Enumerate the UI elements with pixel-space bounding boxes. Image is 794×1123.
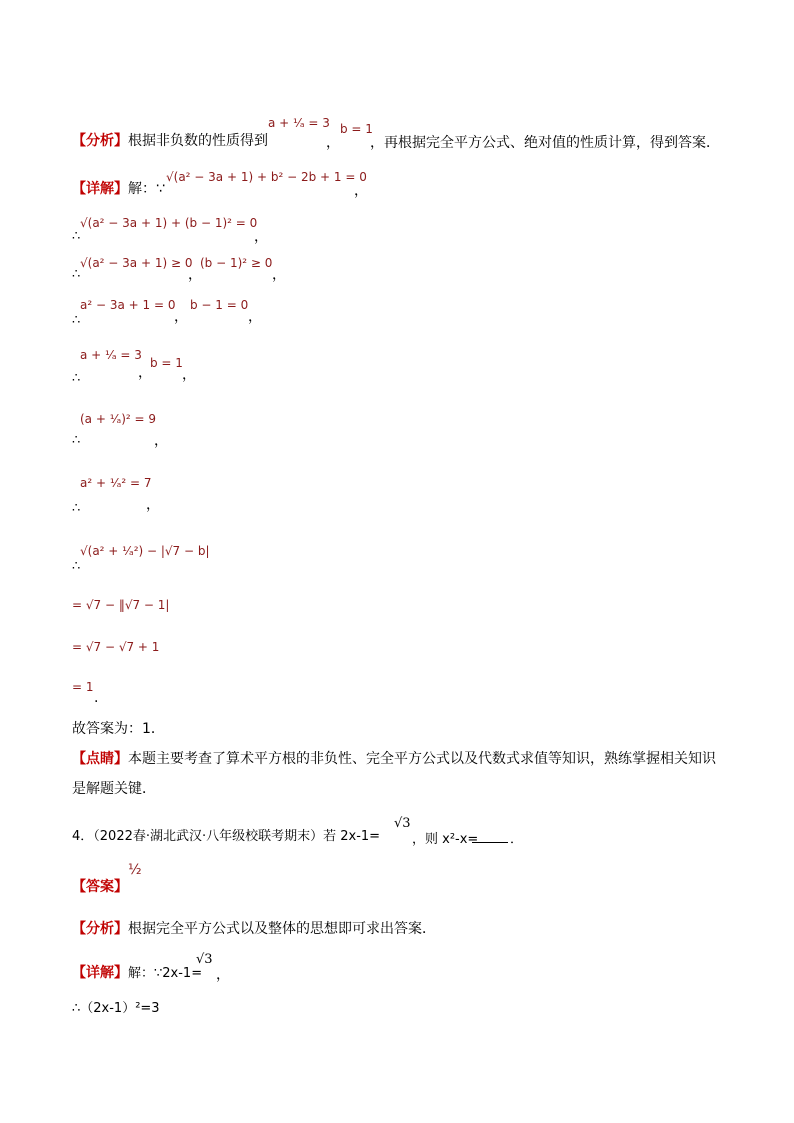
q4-last-line [72, 1000, 160, 1018]
therefore-7: ∴ [72, 559, 81, 574]
step2-math-1: √(a² − 3a + 1) ≥ 0 [80, 256, 193, 270]
therefore-4: ∴ [72, 371, 81, 386]
question-4-sqrt: √3 [394, 816, 411, 831]
step7-math: √(a² + ¹⁄ₐ²) − |√7 − b| [80, 544, 210, 558]
analysis-tag: 【分析】 [72, 133, 128, 149]
question-4-pre: 4．（2022春·湖北武汉·八年级校联考期末）若 2x-1= [72, 829, 381, 844]
comment-line-2 [72, 780, 156, 798]
step3-math-1: a² − 3a + 1 = 0 [80, 298, 176, 312]
comment-line-1 [72, 750, 716, 768]
q4-detail-pre: 解：∵2x-1= [128, 966, 203, 981]
therefore-6: ∴ [72, 501, 81, 516]
step4-comma: ， [138, 365, 152, 381]
answer-is-text: 故答案为：1． [72, 721, 165, 737]
therefore-5: ∴ [72, 433, 81, 448]
detail-end: ， [354, 183, 368, 199]
q4-analysis-tag: 【分析】 [72, 921, 128, 937]
detail-pre: 解：∵ [128, 181, 165, 197]
analysis-math-b: b = 1 [340, 122, 373, 136]
detail-line [72, 180, 165, 198]
step5-math: (a + ¹⁄ₐ)² = 9 [80, 412, 157, 426]
q4-detail-sqrt: √3 [196, 952, 213, 967]
answer-line [72, 878, 128, 896]
step6-comma: ， [146, 497, 160, 513]
step6-math: a² + ¹⁄ₐ² = 7 [80, 476, 152, 490]
analysis-math-a: a + ¹⁄ₐ = 3 [268, 116, 330, 130]
step2-comma: ， [188, 267, 202, 283]
step3-comma-2: ， [248, 309, 262, 325]
q4-detail-end: ， [216, 967, 230, 983]
step10-math: = 1 [72, 680, 94, 694]
detail-tag: 【详解】 [72, 181, 128, 197]
step2-math-2: (b − 1)² ≥ 0 [200, 256, 273, 270]
comment-text-2: 是解题关键． [72, 781, 156, 797]
step9-math: = √7 − √7 + 1 [72, 640, 160, 654]
question-4-line [72, 828, 380, 846]
answer-is-line [72, 720, 165, 738]
step4-comma-2: ， [182, 367, 196, 383]
analysis-sep: ， [326, 135, 340, 151]
step2-comma-2: ， [272, 267, 286, 283]
analysis-text-post: ，再根据完全平方公式、绝对值的性质计算，得到答案． [370, 135, 720, 151]
step4-math-2: b = 1 [150, 356, 183, 370]
step3-comma: ， [174, 309, 188, 325]
q4-detail-tag: 【详解】 [72, 965, 128, 981]
step5-comma: ， [154, 433, 168, 449]
question-4-end: ． [510, 832, 524, 847]
step1-comma: ， [254, 229, 268, 245]
detail-math: √(a² − 3a + 1) + b² − 2b + 1 = 0 [166, 170, 367, 184]
question-4-mid: ，则 x²-x= [412, 832, 479, 847]
analysis-text-pre: 根据非负数的性质得到 [128, 133, 268, 149]
because-2: ∴ [72, 267, 81, 282]
comment-tag: 【点睛】 [72, 751, 128, 767]
answer-value: ½ [128, 862, 142, 878]
answer-tag: 【答案】 [72, 879, 128, 895]
therefore-1: ∴ [72, 229, 81, 244]
comment-text-1: 本题主要考查了算术平方根的非负性、完全平方公式以及代数式求值等知识，熟练掌握相关知识 [128, 751, 716, 767]
step10-period: . [94, 690, 99, 706]
therefore-3: ∴ [72, 313, 81, 328]
step8-math: = √7 − ‖√7 − 1| [72, 598, 170, 612]
q4-last-text: ∴（2x-1）²=3 [72, 1001, 160, 1016]
analysis-line [72, 132, 268, 150]
answer-blank [472, 830, 508, 843]
q4-analysis-text: 根据完全平方公式以及整体的思想即可求出答案． [128, 921, 436, 937]
q4-detail-line [72, 964, 202, 983]
step3-math-2: b − 1 = 0 [190, 298, 249, 312]
step4-math-1: a + ¹⁄ₐ = 3 [80, 348, 142, 362]
step1-math: √(a² − 3a + 1) + (b − 1)² = 0 [80, 216, 258, 230]
q4-analysis-line [72, 920, 436, 938]
